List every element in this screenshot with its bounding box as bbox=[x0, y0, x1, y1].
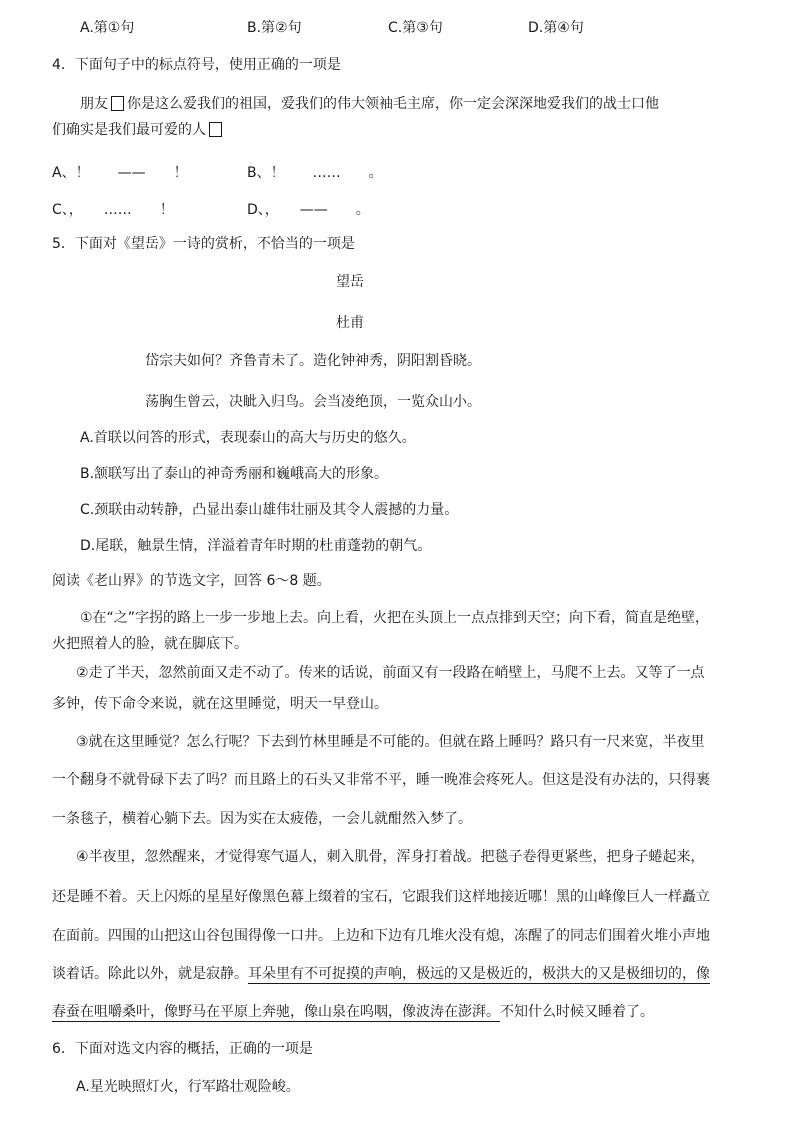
q5-option-b: B.颔联写出了泰山的神奇秀丽和巍峨高大的形象。 bbox=[80, 466, 389, 482]
q3-option-b: B.第②句 bbox=[247, 20, 302, 36]
q5-option-a: A.首联以问答的形式，表现泰山的高大与历史的悠久。 bbox=[80, 430, 416, 446]
q4-option-b: B、！ …… 。 bbox=[247, 165, 383, 181]
q6-option-a: A.星光映照灯火，行军路壮观险峻。 bbox=[76, 1079, 300, 1095]
q4-sentence-line-1 bbox=[80, 95, 659, 113]
paragraph-4-plain-text: 谈着话。除此以外，就是寂静。 bbox=[52, 966, 248, 982]
underlined-passage: 耳朵里有不可捉摸的声响，极远的又是极近的，极洪大的又是极细切的，像 bbox=[248, 966, 710, 982]
q4-sentence-end: 们确实是我们最可爱的人 bbox=[52, 122, 206, 138]
paragraph-3-line-2: 一个翻身不就骨碌下去了吗？而且路上的石头又非常不平，睡一晚准会疼死人。但这是没有办法的，只得裹 bbox=[52, 772, 710, 788]
paragraph-4-line-5 bbox=[52, 1003, 654, 1021]
question-6-stem: 6．下面对选文内容的概括，正确的一项是 bbox=[52, 1041, 313, 1057]
q5-option-c: C.颈联由动转静，凸显出泰山雄伟壮丽及其令人震撼的力量。 bbox=[80, 502, 459, 518]
paragraph-3-line-1: ③就在这里睡觉？怎么行呢？下去到竹林里睡是不可能的。但就在路上睡吗？路只有一尺来宽，半夜里 bbox=[76, 734, 705, 750]
q4-sentence-rest: 你是这么爱我们的祖国，爱我们的伟大领袖毛主席，你一定会深深地爱我们的战士口他 bbox=[127, 96, 659, 112]
q3-option-a: A.第①句 bbox=[80, 20, 135, 36]
paragraph-1-line-2: 火把照着人的脸，就在脚底下。 bbox=[52, 636, 248, 652]
paragraph-2-line-1: ②走了半天，忽然前面又走不动了。传来的话说，前面又有一段路在峭壁上，马爬不上去。又等了一点 bbox=[76, 665, 705, 681]
q5-option-d: D.尾联，触景生情，洋溢着青年时期的杜甫蓬勃的朝气。 bbox=[80, 538, 432, 554]
q4-option-a: A、！ —— ！ bbox=[52, 165, 188, 181]
paragraph-2-line-2: 多钟，传下命令来说，就在这里睡觉，明天一早登山。 bbox=[52, 696, 388, 712]
reading-intro: 阅读《老山界》的节选文字，回答 6～8 题。 bbox=[52, 573, 331, 589]
q3-option-c: C.第③句 bbox=[388, 20, 443, 36]
question-4-stem: 4．下面句子中的标点符号，使用正确的一项是 bbox=[52, 57, 341, 73]
paragraph-4-line-4 bbox=[52, 965, 710, 983]
underlined-passage: 春蚕在咀嚼桑叶，像野马在平原上奔驰，像山泉在呜咽，像波涛在澎湃。 bbox=[52, 1004, 500, 1020]
q4-option-d: D、， —— 。 bbox=[247, 202, 370, 218]
q4-option-c: C、， …… ！ bbox=[52, 202, 174, 218]
paragraph-4-line-3: 在面前。四围的山把这山谷包围得像一口井。上边和下边有几堆火没有熄，冻醒了的同志们围着火堆小声地 bbox=[52, 928, 710, 944]
blank-box-icon bbox=[111, 96, 124, 111]
q3-option-d: D.第④句 bbox=[528, 20, 584, 36]
paragraph-4-line-2: 还是睡不着。天上闪烁的星星好像黑色幕上缀着的宝石，它跟我们这样地接近哪！黑的山峰像巨人一样矗立 bbox=[52, 889, 710, 905]
paragraph-4-line-1: ④半夜里，忽然醒来，才觉得寒气逼人，刺入肌骨，浑身打着战。把毯子卷得更紧些，把身子蜷起来， bbox=[76, 849, 705, 865]
question-5-stem: 5．下面对《望岳》一诗的赏析，不恰当的一项是 bbox=[52, 236, 355, 252]
poem-author: 杜甫 bbox=[336, 315, 364, 331]
paragraph-3-line-3: 一条毯子，横着心躺下去。因为实在太疲倦，一会儿就酣然入梦了。 bbox=[52, 811, 472, 827]
poem-title: 望岳 bbox=[336, 274, 364, 290]
poem-line-1: 岱宗夫如何？齐鲁青未了。造化钟神秀，阴阳割昏晓。 bbox=[145, 353, 481, 369]
q4-sentence-line-2 bbox=[52, 121, 225, 139]
blank-box-icon bbox=[209, 122, 222, 137]
poem-line-2: 荡胸生曾云，决眦入归鸟。会当凌绝顶，一览众山小。 bbox=[145, 394, 481, 410]
paragraph-1-line-1: ①在“之”字拐的路上一步一步地上去。向上看，火把在头顶上一点点排到天空；向下看，简直是绝壁， bbox=[80, 610, 710, 626]
paragraph-4-plain-text: 不知什么时候又睡着了。 bbox=[500, 1004, 654, 1020]
q4-sentence-start: 朋友 bbox=[80, 96, 108, 112]
